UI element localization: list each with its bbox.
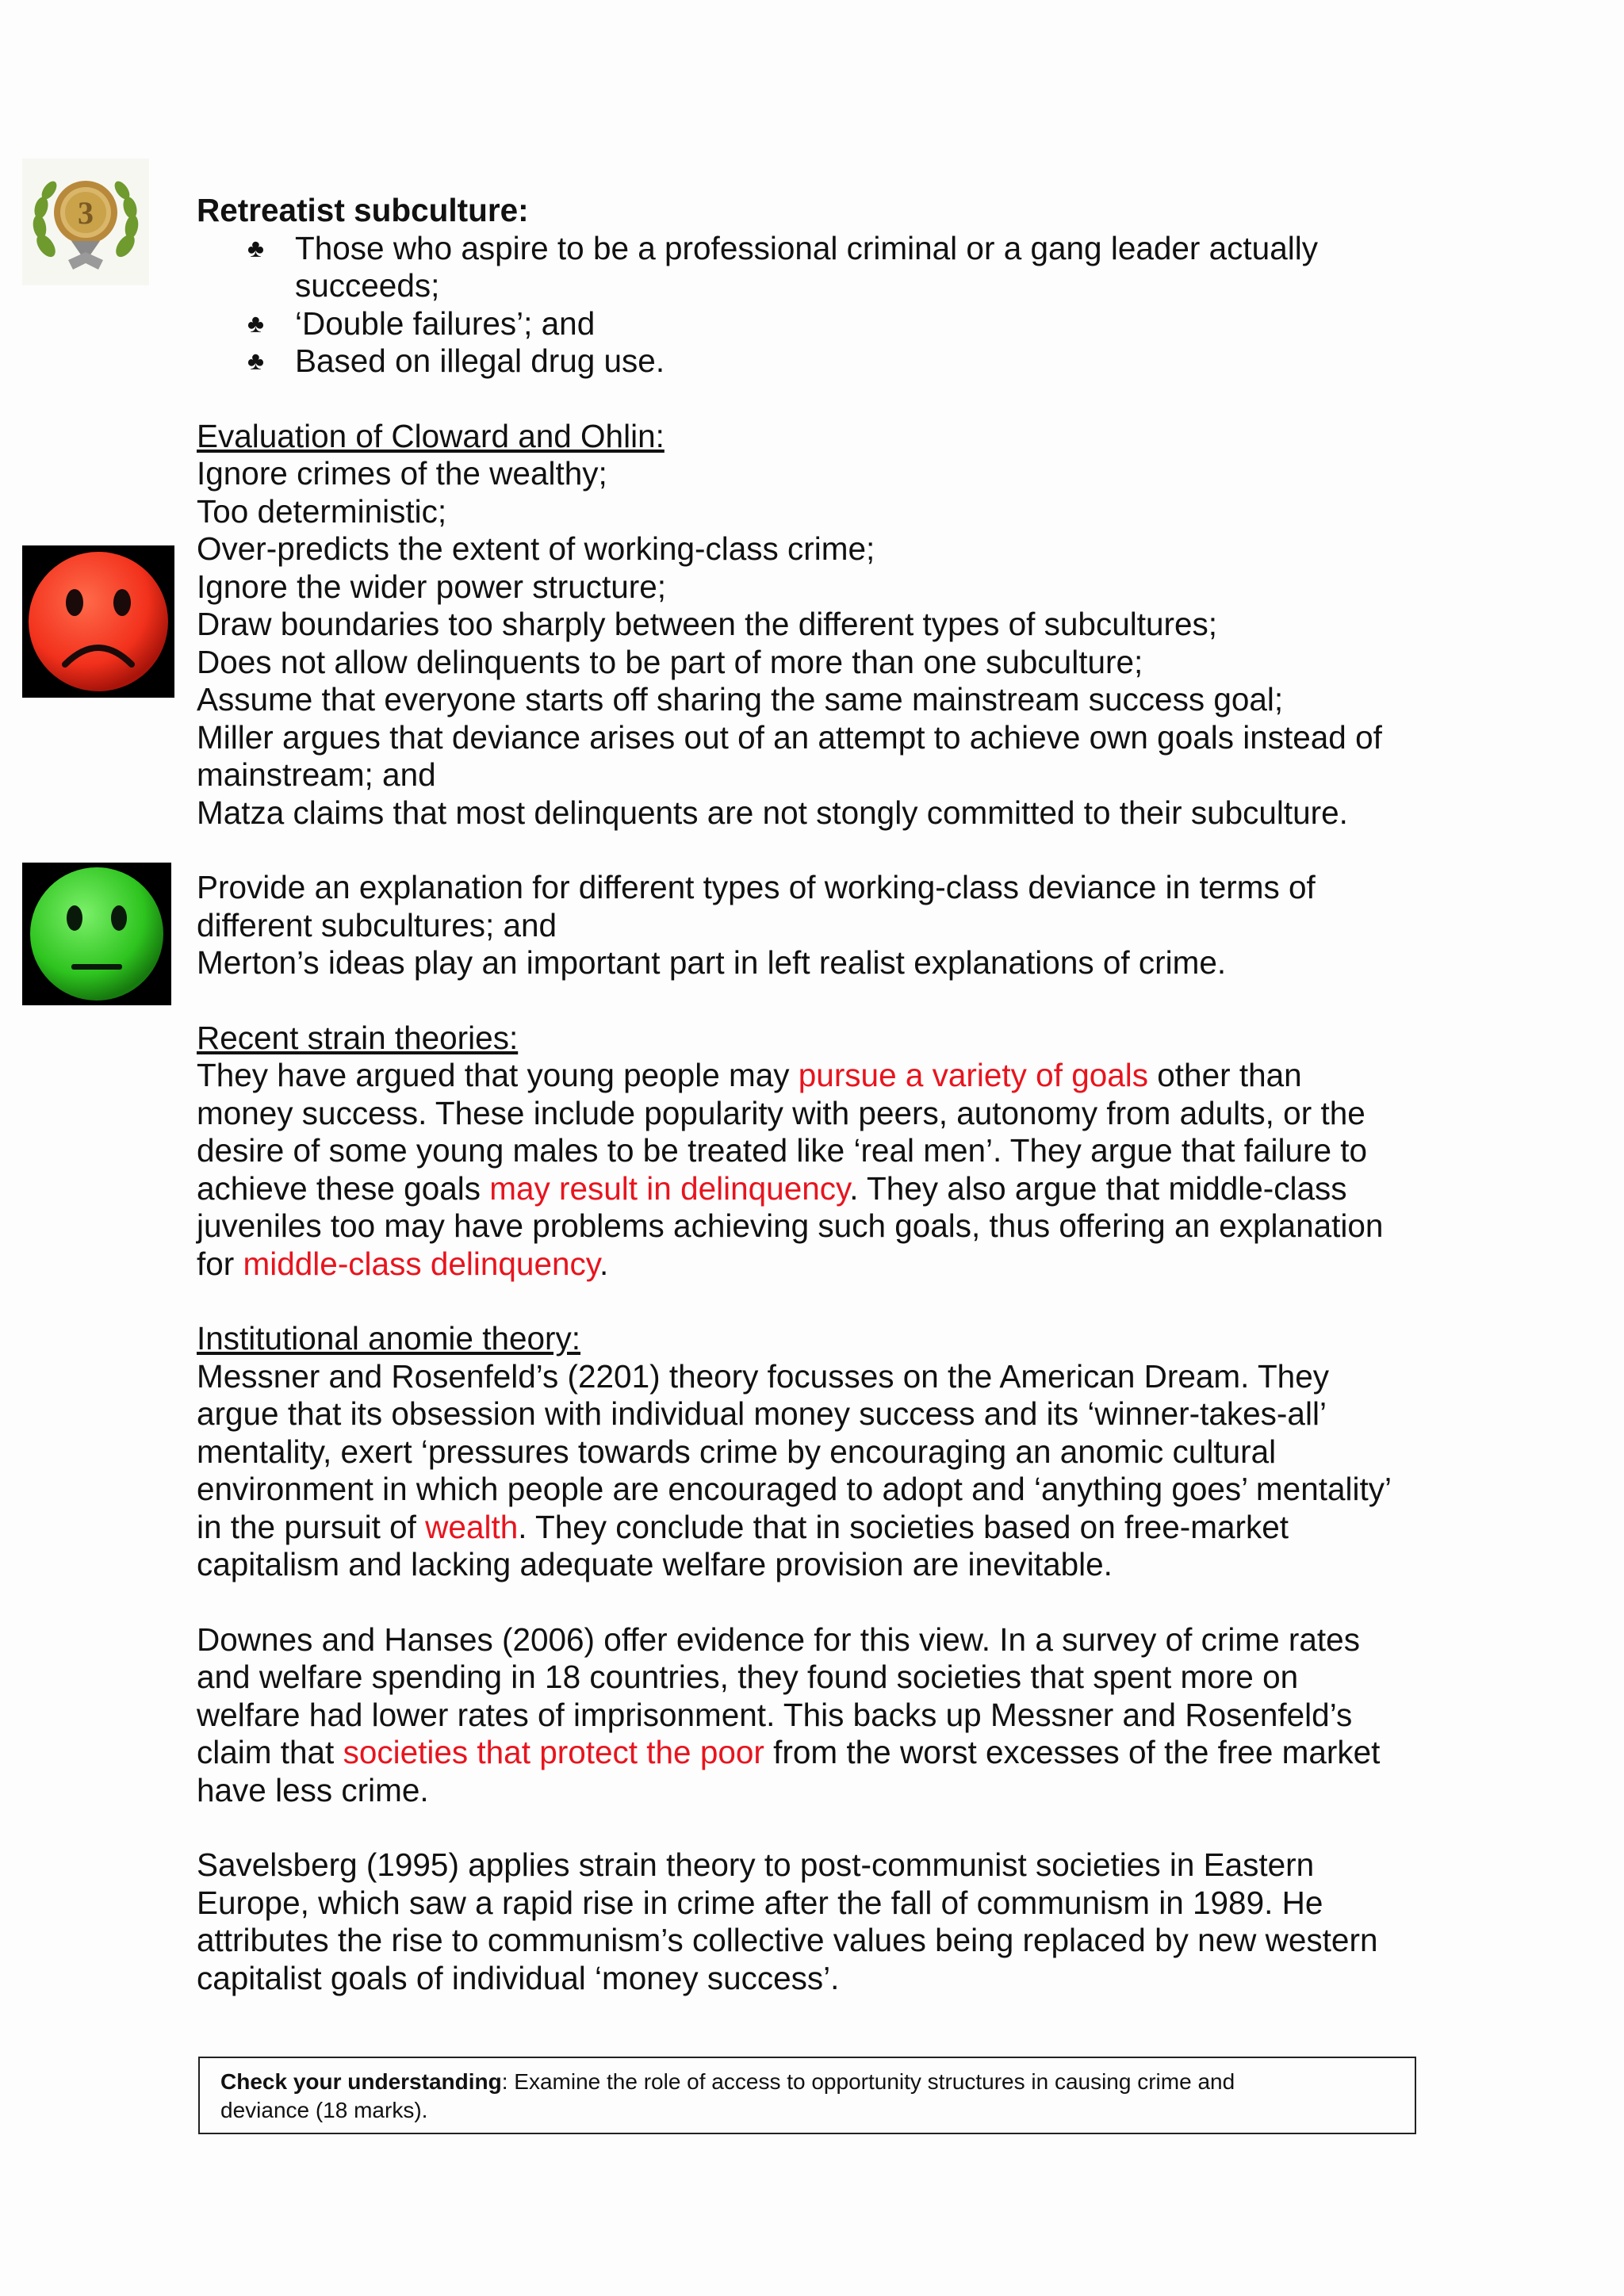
retreatist-bullet-list <box>197 230 1434 381</box>
criticism-line: Ignore crimes of the wealthy; <box>197 455 607 492</box>
highlighted-phrase: pursue a variety of goals <box>798 1057 1149 1093</box>
paragraph-line: for middle-class delinquency. <box>197 1245 609 1282</box>
check-understanding-label: Check your understanding <box>220 2069 502 2094</box>
highlighted-phrase: middle-class delinquency <box>243 1245 599 1282</box>
document-body <box>197 192 1434 1997</box>
club-bullet-icon: ♣ <box>247 308 264 338</box>
strength-line: Merton’s ideas play an important part in left realist explanations of crime. <box>197 944 1227 981</box>
criticism-line: Assume that everyone starts off sharing the same mainstream success goal; <box>197 681 1284 718</box>
list-item: ♣ Based on illegal drug use. <box>247 342 665 379</box>
recent-strain-heading: Recent strain theories: <box>197 1019 519 1056</box>
paragraph-line: achieve these goals may result in delinquency. They also argue that middle-class <box>197 1169 1347 1207</box>
paragraph-line: capitalism and lacking adequate welfare provision are inevitable. <box>197 1546 1113 1582</box>
paragraph-line: They have argued that young people may pursue a variety of goals other than <box>197 1057 1302 1093</box>
highlighted-phrase: societies that protect the poor <box>343 1734 764 1770</box>
criticism-line: Miller argues that deviance arises out of an attempt to achieve own goals instead of <box>197 718 1382 756</box>
club-bullet-icon: ♣ <box>247 233 264 262</box>
criticism-line: Draw boundaries too sharply between the different types of subcultures; <box>197 606 1218 642</box>
criticism-line: Ignore the wider power structure; <box>197 568 667 605</box>
list-item: ♣ Those who aspire to be a professional criminal or a gang leader actually succeeds; <box>247 229 1318 304</box>
criticism-line: Over-predicts the extent of working-class crime; <box>197 530 875 567</box>
paragraph-line: desire of some young males to be treated like ‘real men’. They argue that failure to <box>197 1132 1368 1169</box>
paragraph-line: mentality, exert ‘pressures towards crime by encouraging an anomic cultural <box>197 1433 1277 1470</box>
list-item: ♣ ‘Double failures’; and <box>247 304 596 342</box>
sad-face-icon <box>22 545 174 698</box>
svg-text:3: 3 <box>78 195 94 231</box>
paragraph-line: claim that societies that protect the poor from the worst excesses of the free market <box>197 1734 1381 1770</box>
paragraph-line: have less crime. <box>197 1771 429 1808</box>
paragraph-line: juveniles too may have problems achieving such goals, thus offering an explanation <box>197 1207 1384 1244</box>
paragraph-line: and welfare spending in 18 countries, they found societies that spent more on <box>197 1659 1299 1695</box>
strength-line: Provide an explanation for different types of working-class deviance in terms of <box>197 869 1316 905</box>
highlighted-phrase: may result in delinquency <box>489 1169 850 1207</box>
criticism-line: Too deterministic; <box>197 492 447 530</box>
evaluation-heading: Evaluation of Cloward and Ohlin: <box>197 417 665 454</box>
paragraph-line: Europe, which saw a rapid rise in crime after the fall of communism in 1989. He <box>197 1884 1323 1921</box>
paragraph-line: welfare had lower rates of imprisonment. This backs up Messner and Rosenfeld’s <box>197 1696 1353 1733</box>
strength-line: different subcultures; and <box>197 906 557 943</box>
highlighted-phrase: wealth <box>425 1508 519 1545</box>
laurel-medal-icon <box>22 159 149 285</box>
check-understanding-box <box>198 2057 1416 2134</box>
check-understanding-text-2: deviance (18 marks). <box>220 2098 428 2122</box>
paragraph-line: Downes and Hanses (2006) offer evidence for this view. In a survey of crime rates <box>197 1621 1360 1658</box>
paragraph-line: argue that its obsession with individual money success and its ‘winner-takes-all’ <box>197 1395 1327 1432</box>
paragraph-line: environment in which people are encouraged to adopt and ‘anything goes’ mentality’ <box>197 1471 1392 1507</box>
check-understanding-text: Check your understanding: Examine the role of access to opportunity structures in causing crime and <box>220 2069 1235 2094</box>
institutional-anomie-heading: Institutional anomie theory: <box>197 1320 581 1357</box>
paragraph-line: capitalist goals of individual ‘money success’. <box>197 1959 840 1996</box>
criticism-line: mainstream; and <box>197 756 436 793</box>
paragraph-line: in the pursuit of wealth. They conclude that in societies based on free-market <box>197 1508 1289 1545</box>
paragraph-line: attributes the rise to communism’s collective values being replaced by new western <box>197 1922 1378 1958</box>
criticism-line: Matza claims that most delinquents are not stongly committed to their subculture. <box>197 794 1348 831</box>
retreatist-title: Retreatist subculture: <box>197 192 529 228</box>
club-bullet-icon: ♣ <box>247 346 264 375</box>
paragraph-line: money success. These include popularity with peers, autonomy from adults, or the <box>197 1094 1365 1131</box>
paragraph-line: Savelsberg (1995) applies strain theory to post-communist societies in Eastern <box>197 1846 1315 1883</box>
neutral-face-icon <box>22 863 171 1005</box>
criticism-line: Does not allow delinquents to be part of more than one subculture; <box>197 643 1143 680</box>
paragraph-line: Messner and Rosenfeld’s (2201) theory focusses on the American Dream. They <box>197 1357 1329 1395</box>
